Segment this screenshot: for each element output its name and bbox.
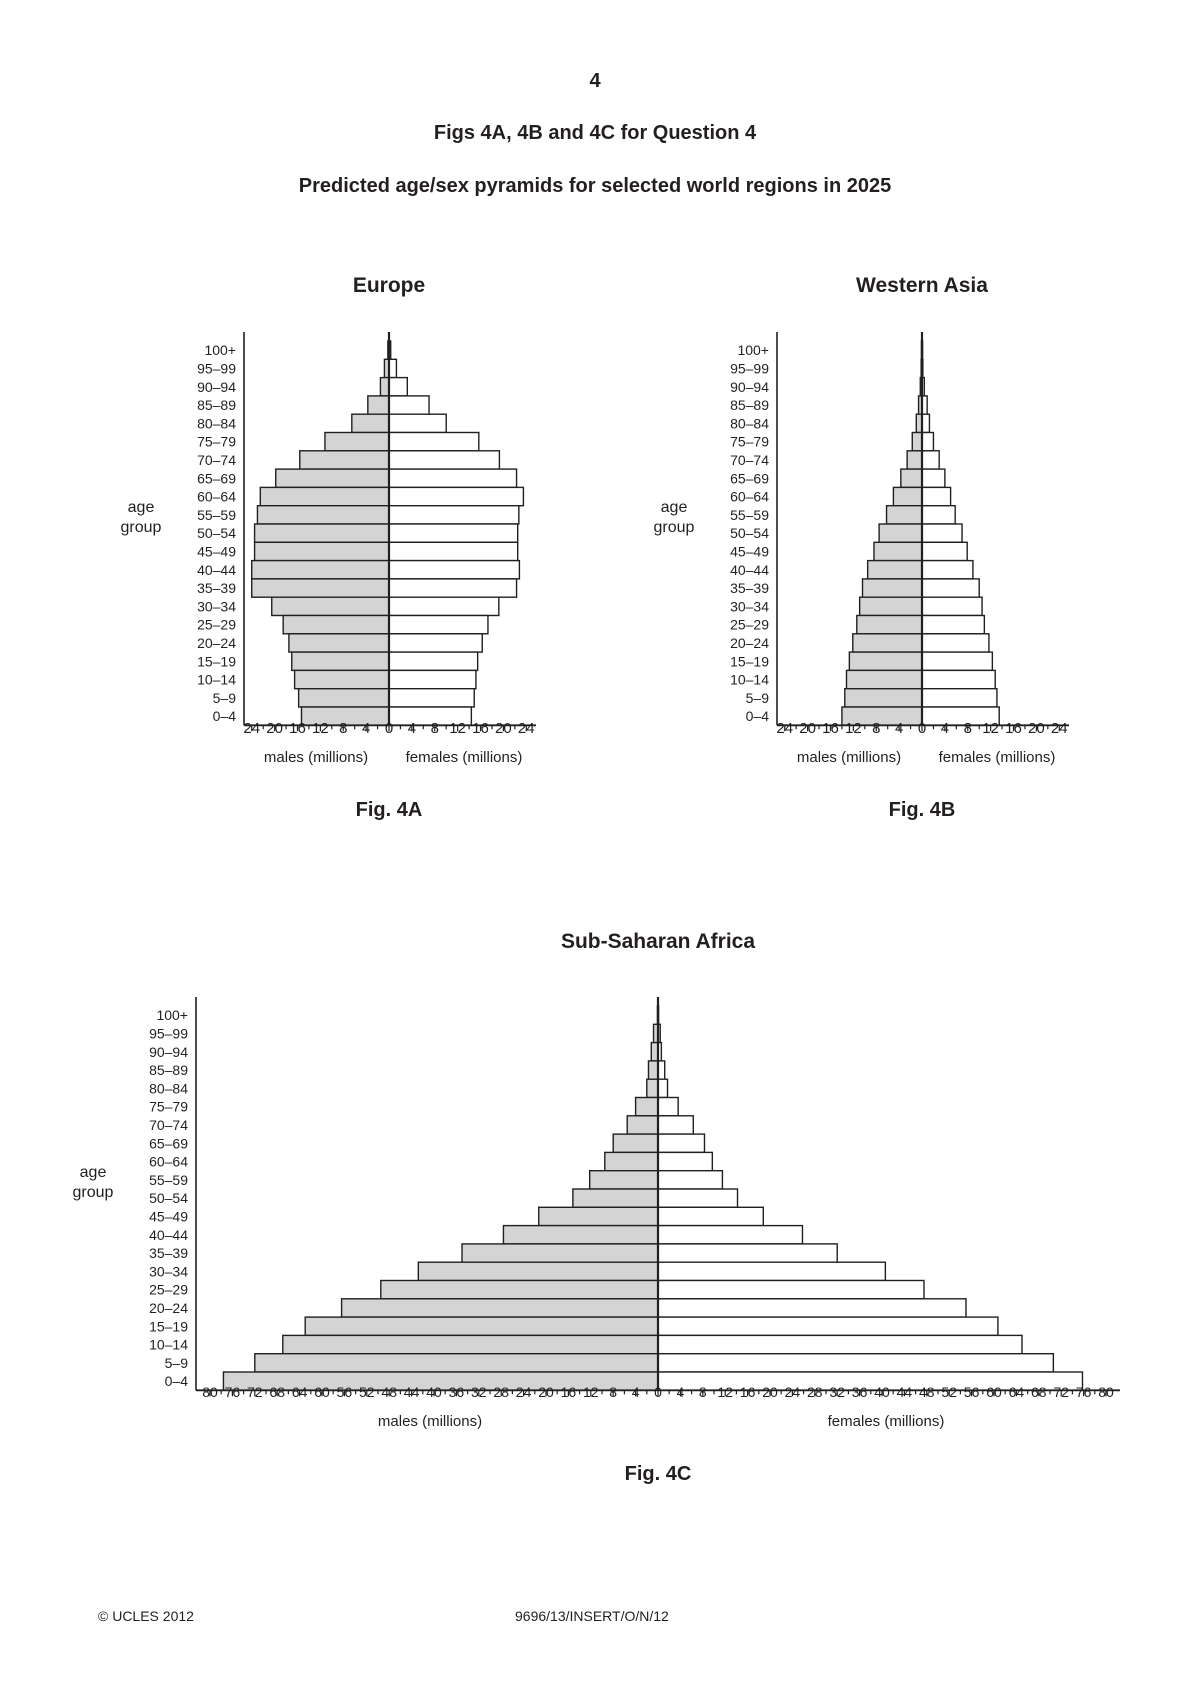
age-group-label: 70–74 [149, 1116, 188, 1133]
x-tick-label: 12 [717, 1384, 733, 1400]
figure-label: Fig. 4C [624, 1463, 692, 1485]
female-bar [922, 506, 955, 524]
age-group-label: 25–29 [149, 1281, 188, 1298]
age-group-label: 20–24 [730, 634, 769, 651]
age-group-label: 10–14 [149, 1336, 188, 1353]
x-tick-label: 40 [426, 1384, 442, 1400]
x-tick-label: 20 [538, 1384, 554, 1400]
x-tick-label: 12 [845, 720, 862, 737]
chart-title: Europe [352, 274, 426, 297]
figure-label: Fig. 4B [888, 799, 956, 821]
female-bar [389, 616, 488, 634]
x-tick-label: 48 [919, 1384, 935, 1400]
male-bar [299, 689, 389, 707]
page-number: 4 [589, 70, 601, 92]
male-bar [418, 1262, 658, 1280]
female-bar [389, 579, 517, 597]
female-bar [389, 378, 407, 396]
age-group-label: 35–39 [197, 580, 236, 597]
x-tick-label: 4 [940, 720, 950, 737]
x-tick-label: 20 [495, 720, 512, 737]
age-group-label: 25–29 [730, 616, 769, 633]
female-bar [389, 469, 517, 487]
x-tick-label: 52 [359, 1384, 375, 1400]
male-bar [893, 487, 922, 505]
x-axis-title-males: males (millions) [263, 749, 369, 766]
footer-copyright: © UCLES 2012 [98, 1608, 194, 1624]
x-tick-label: 60 [314, 1384, 330, 1400]
x-tick-label: 16 [1005, 720, 1022, 737]
female-bar [922, 579, 979, 597]
male-bar [300, 451, 389, 469]
female-bar [389, 433, 479, 451]
age-group-label: 95–99 [197, 360, 236, 377]
female-bar [389, 414, 446, 432]
footer-document-code: 9696/13/INSERT/O/N/12 [515, 1608, 669, 1624]
age-group-label: 55–59 [197, 506, 236, 523]
female-bar [658, 1335, 1022, 1353]
x-tick-label: 32 [471, 1384, 487, 1400]
female-bar [658, 1354, 1053, 1372]
y-axis-title: age [79, 1164, 107, 1181]
female-bar [389, 542, 518, 560]
x-tick-label: 60 [986, 1384, 1002, 1400]
age-group-label: 35–39 [730, 580, 769, 597]
female-bar [922, 689, 997, 707]
age-group-label: 70–74 [730, 451, 769, 468]
figures-subheading: Predicted age/sex pyramids for selected world regions in 2025 [298, 175, 892, 197]
male-bar [845, 689, 922, 707]
y-axis-title: group [72, 1184, 114, 1201]
female-bar [922, 634, 989, 652]
male-bar [573, 1189, 658, 1207]
age-group-label: 15–19 [730, 653, 769, 670]
x-tick-label: 8 [430, 720, 439, 737]
age-group-label: 60–64 [197, 488, 236, 505]
age-group-label: 50–54 [197, 525, 236, 542]
x-tick-label: 16 [739, 1384, 756, 1400]
male-bar [283, 616, 389, 634]
age-group-label: 95–99 [149, 1025, 188, 1042]
male-bar [901, 469, 922, 487]
age-group-label: 5–9 [212, 689, 236, 706]
age-group-label: 80–84 [149, 1080, 188, 1097]
age-group-label: 65–69 [149, 1135, 188, 1152]
x-tick-label: 24 [784, 1384, 801, 1400]
x-tick-label: 32 [829, 1384, 845, 1400]
x-tick-label: 24 [776, 720, 794, 737]
x-tick-label: 12 [982, 720, 999, 737]
age-group-label: 45–49 [197, 543, 236, 560]
x-tick-label: 24 [515, 1384, 532, 1400]
male-bar [325, 433, 389, 451]
female-bar [389, 670, 476, 688]
female-bar [389, 689, 474, 707]
female-bar [658, 1134, 704, 1152]
male-bar [879, 524, 922, 542]
age-group-label: 70–74 [197, 451, 236, 468]
male-bar [295, 670, 389, 688]
female-bar [922, 597, 982, 615]
age-group-label: 30–34 [730, 598, 769, 615]
age-group-label: 50–54 [149, 1190, 188, 1207]
male-bar [874, 542, 922, 560]
x-tick-label: 12 [583, 1384, 599, 1400]
x-tick-label: 24 [1050, 720, 1068, 737]
y-axis-title: age [660, 499, 688, 516]
age-group-label: 5–9 [745, 689, 769, 706]
female-bar [922, 616, 984, 634]
age-group-label: 50–54 [730, 525, 769, 542]
male-bar [857, 616, 922, 634]
x-tick-label: 4 [894, 720, 904, 737]
x-axis-title-females: females (millions) [827, 1413, 945, 1430]
age-group-label: 100+ [737, 342, 769, 359]
female-bar [658, 1226, 802, 1244]
female-bar [922, 670, 995, 688]
male-bar [292, 652, 389, 670]
male-bar [289, 634, 389, 652]
age-group-label: 100+ [204, 342, 236, 359]
x-tick-label: 56 [963, 1384, 980, 1400]
female-bar [658, 1299, 966, 1317]
male-bar [368, 396, 389, 414]
x-tick-label: 12 [312, 720, 329, 737]
chart-title: Western Asia [856, 274, 988, 297]
x-tick-label: 12 [449, 720, 466, 737]
age-group-label: 25–29 [197, 616, 236, 633]
male-bar [503, 1226, 658, 1244]
age-group-label: 5–9 [164, 1354, 188, 1371]
x-tick-label: 16 [289, 720, 306, 737]
male-bar [272, 597, 389, 615]
chart-title: Sub-Saharan Africa [560, 930, 756, 953]
female-bar [389, 652, 478, 670]
pyramid-chart-sub-saharan-africa [73, 930, 1120, 1485]
x-tick-label: 80 [1098, 1384, 1114, 1400]
male-bar [648, 1061, 658, 1079]
male-bar [849, 652, 922, 670]
male-bar [352, 414, 389, 432]
male-bar [462, 1244, 658, 1262]
age-group-label: 75–79 [197, 433, 236, 450]
x-axis-title-males: males (millions) [377, 1413, 483, 1430]
x-tick-label: 4 [361, 720, 371, 737]
x-tick-label: 36 [851, 1384, 868, 1400]
x-tick-label: 16 [560, 1384, 577, 1400]
age-group-label: 85–89 [149, 1062, 188, 1079]
y-axis-title: age [127, 499, 155, 516]
x-tick-label: 8 [872, 720, 881, 737]
age-group-label: 75–79 [730, 433, 769, 450]
age-group-label: 15–19 [197, 653, 236, 670]
x-tick-label: 20 [266, 720, 283, 737]
x-axis-title-females: females (millions) [938, 749, 1056, 766]
x-tick-label: 68 [269, 1384, 285, 1400]
age-group-label: 45–49 [149, 1208, 188, 1225]
x-tick-label: 68 [1031, 1384, 1047, 1400]
y-axis-title: group [120, 519, 162, 536]
age-group-label: 55–59 [730, 506, 769, 523]
x-tick-label: 64 [291, 1384, 308, 1400]
age-group-label: 10–14 [197, 671, 236, 688]
age-group-label: 65–69 [197, 470, 236, 487]
male-bar [605, 1152, 658, 1170]
female-bar [658, 1207, 763, 1225]
female-bar [658, 1171, 722, 1189]
age-group-label: 60–64 [149, 1153, 188, 1170]
x-axis-title-females: females (millions) [405, 749, 523, 766]
x-tick-label: 8 [609, 1384, 618, 1400]
age-group-label: 45–49 [730, 543, 769, 560]
female-bar [658, 1262, 885, 1280]
pyramid-chart-europe [121, 274, 536, 821]
female-bar [658, 1152, 712, 1170]
female-bar [658, 1189, 738, 1207]
pyramid-chart-western-asia [654, 274, 1069, 821]
age-group-label: 90–94 [197, 378, 236, 395]
male-bar [647, 1079, 658, 1097]
male-bar [868, 561, 922, 579]
x-tick-label: 4 [631, 1384, 640, 1400]
male-bar [853, 634, 922, 652]
male-bar [539, 1207, 658, 1225]
male-bar [283, 1335, 658, 1353]
male-bar [590, 1171, 658, 1189]
female-bar [658, 1116, 693, 1134]
female-bar [658, 1244, 837, 1262]
male-bar [627, 1116, 658, 1134]
x-tick-label: 4 [407, 720, 417, 737]
male-bar [257, 506, 389, 524]
male-bar [381, 1281, 658, 1299]
age-group-label: 40–44 [149, 1226, 188, 1243]
male-bar [255, 524, 389, 542]
male-bar [342, 1299, 658, 1317]
x-tick-label: 24 [517, 720, 535, 737]
x-tick-label: 72 [247, 1384, 263, 1400]
male-bar [252, 561, 389, 579]
x-tick-label: 20 [762, 1384, 778, 1400]
age-group-label: 90–94 [149, 1043, 188, 1060]
x-tick-label: 76 [1075, 1384, 1092, 1400]
male-bar [636, 1098, 658, 1116]
x-tick-label: 80 [202, 1384, 218, 1400]
age-group-label: 0–4 [745, 708, 769, 725]
age-group-label: 65–69 [730, 470, 769, 487]
male-bar [276, 469, 389, 487]
x-tick-label: 64 [1008, 1384, 1025, 1400]
male-bar [907, 451, 922, 469]
x-tick-label: 8 [698, 1384, 707, 1400]
x-tick-label: 20 [1028, 720, 1045, 737]
male-bar [252, 579, 389, 597]
female-bar [658, 1098, 678, 1116]
age-group-label: 100+ [156, 1007, 188, 1024]
x-tick-label: 76 [224, 1384, 241, 1400]
female-bar [922, 414, 929, 432]
female-bar [389, 597, 499, 615]
male-bar [912, 433, 922, 451]
x-tick-label: 8 [963, 720, 972, 737]
age-group-label: 0–4 [164, 1373, 188, 1390]
female-bar [389, 396, 429, 414]
male-bar [846, 670, 922, 688]
male-bar [860, 597, 922, 615]
male-bar [863, 579, 922, 597]
x-tick-label: 44 [403, 1384, 420, 1400]
female-bar [658, 1079, 668, 1097]
male-bar [380, 378, 389, 396]
female-bar [922, 561, 973, 579]
x-tick-label: 52 [941, 1384, 957, 1400]
male-bar [613, 1134, 658, 1152]
x-tick-label: 16 [822, 720, 839, 737]
female-bar [389, 524, 518, 542]
age-group-label: 85–89 [730, 397, 769, 414]
female-bar [658, 1317, 998, 1335]
female-bar [389, 506, 519, 524]
female-bar [922, 451, 939, 469]
y-axis-title: group [653, 519, 695, 536]
x-tick-label: 56 [336, 1384, 353, 1400]
age-group-label: 80–84 [197, 415, 236, 432]
female-bar [389, 451, 499, 469]
age-group-label: 30–34 [149, 1263, 188, 1280]
x-tick-label: 20 [799, 720, 816, 737]
male-bar [260, 487, 389, 505]
female-bar [922, 524, 962, 542]
x-tick-label: 0 [654, 1384, 662, 1400]
female-bar [389, 487, 523, 505]
male-bar [887, 506, 922, 524]
figure-label: Fig. 4A [355, 799, 423, 821]
female-bar [922, 469, 945, 487]
age-group-label: 40–44 [197, 561, 236, 578]
x-axis-title-males: males (millions) [796, 749, 902, 766]
x-tick-label: 4 [676, 1384, 685, 1400]
x-tick-label: 8 [339, 720, 348, 737]
age-group-label: 85–89 [197, 397, 236, 414]
female-bar [922, 487, 951, 505]
age-group-label: 75–79 [149, 1098, 188, 1115]
female-bar [658, 1281, 924, 1299]
female-bar [922, 652, 992, 670]
age-group-label: 10–14 [730, 671, 769, 688]
age-group-label: 0–4 [212, 708, 236, 725]
age-group-label: 20–24 [149, 1299, 188, 1316]
x-tick-label: 36 [448, 1384, 465, 1400]
age-group-label: 60–64 [730, 488, 769, 505]
age-group-label: 35–39 [149, 1245, 188, 1262]
age-group-label: 55–59 [149, 1171, 188, 1188]
male-bar [305, 1317, 658, 1335]
female-bar [922, 542, 967, 560]
age-group-label: 20–24 [197, 634, 236, 651]
male-bar [255, 542, 389, 560]
male-bar [255, 1354, 658, 1372]
x-tick-label: 48 [381, 1384, 397, 1400]
female-bar [389, 359, 396, 377]
female-bar [389, 634, 482, 652]
female-bar [922, 433, 933, 451]
female-bar [389, 561, 519, 579]
age-group-label: 90–94 [730, 378, 769, 395]
x-tick-label: 44 [896, 1384, 913, 1400]
x-tick-label: 40 [874, 1384, 890, 1400]
figures-heading: Figs 4A, 4B and 4C for Question 4 [433, 122, 757, 144]
age-group-label: 95–99 [730, 360, 769, 377]
x-tick-label: 28 [807, 1384, 823, 1400]
x-tick-label: 72 [1053, 1384, 1069, 1400]
x-tick-label: 28 [493, 1384, 509, 1400]
x-tick-label: 0 [917, 720, 927, 737]
x-tick-label: 16 [472, 720, 489, 737]
age-group-label: 40–44 [730, 561, 769, 578]
age-group-label: 80–84 [730, 415, 769, 432]
x-tick-label: 0 [384, 720, 394, 737]
age-group-label: 30–34 [197, 598, 236, 615]
age-group-label: 15–19 [149, 1318, 188, 1335]
x-tick-label: 24 [243, 720, 261, 737]
